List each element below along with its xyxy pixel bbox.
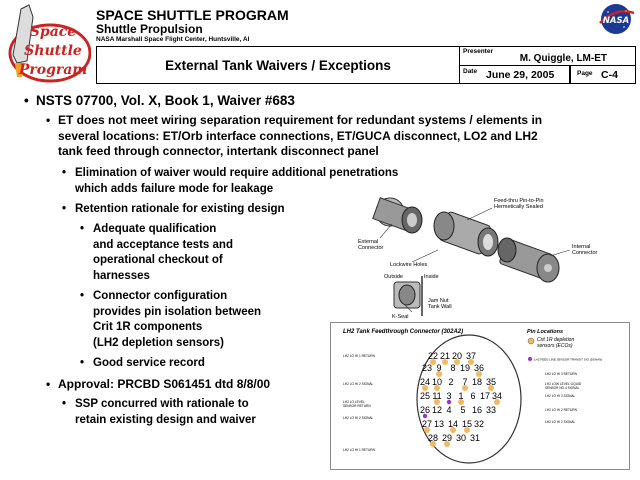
page-label: Page <box>577 70 593 77</box>
label-jam-nut: Jam Nut Tank Wall <box>428 298 452 310</box>
pin-label: 20 <box>451 351 463 361</box>
pin-label: 28 <box>427 433 439 443</box>
date-label: Date <box>463 68 478 75</box>
pin-label: 36 <box>473 363 485 373</box>
et-line-2: several locations: ET/Orb interface connections, ET/GUCA disconnect, LO2 and LH2 <box>58 128 538 143</box>
approval-line: Approval: PRCBD S061451 dtd 8/8/00 <box>58 377 271 391</box>
feedthrough-connector-diagram <box>330 322 630 470</box>
page-number: C-4 <box>601 69 618 81</box>
pin-label: 24 <box>419 377 431 387</box>
retention-rationale: Retention rationale for existing design <box>75 203 285 215</box>
space-shuttle-program-logo <box>3 3 91 85</box>
pin-label: 26 <box>419 405 431 415</box>
et-line-3: tank feed through connector, intertank disconnect panel <box>58 144 379 158</box>
label-lockwire: Lockwire Holes <box>390 262 428 268</box>
presenter-box <box>460 46 636 66</box>
pin-label: 17 <box>479 391 491 401</box>
pin-label: 18 <box>471 377 483 387</box>
connector-line-3: Crit 1R components <box>93 321 203 333</box>
logo-line-2: Shuttle <box>24 43 82 59</box>
pin-label: 33 <box>485 405 497 415</box>
slide-title: External Tank Waivers / Exceptions <box>96 46 460 84</box>
connector-line-1: Connector configuration <box>93 290 228 302</box>
pin-label: 1 <box>458 391 464 401</box>
legend-orange-text: Crit 1R depletion sensors (ECOs) <box>537 337 575 349</box>
label-internal-connector: Internal Connector <box>572 244 598 256</box>
bullet-dot: • <box>62 203 67 215</box>
logo-line-1: Space <box>29 24 77 40</box>
qualification-line-4: harnesses <box>93 269 150 282</box>
right-note: LH2 LO HI 2 SIGNAL <box>545 420 576 424</box>
connector-line-4: (LH2 depletion sensors) <box>93 336 224 349</box>
feed-thru-drawing <box>434 211 498 256</box>
pin-label: 9 <box>436 363 442 373</box>
pin-label: 10 <box>431 377 443 387</box>
legend-orange-swatch <box>528 338 534 344</box>
pin-label: 6 <box>470 391 476 401</box>
et-line-1: ET does not meet wiring separation requirement for redundant systems / elements in <box>58 113 543 127</box>
qualification-line-1: Adequate qualification <box>93 223 217 235</box>
pin-label: 3 <box>446 391 452 401</box>
pin-label: 8 <box>450 363 456 373</box>
external-connector-drawing <box>373 198 422 233</box>
bullet-dot: • <box>62 398 67 410</box>
left-note: LH2 LO LEVEL SENSOR RETURN <box>343 400 371 408</box>
pin-label: 23 <box>421 363 433 373</box>
pin-label: 11 <box>432 391 442 401</box>
label-k-seal: K-Seal <box>392 314 409 320</box>
left-note: LH2 LO HI 2 SIGNAL <box>343 416 374 420</box>
left-note: LH2 LO HI 1 RETURN <box>343 448 375 452</box>
pin-label: 35 <box>485 377 497 387</box>
pin-label: 4 <box>446 405 452 415</box>
pin-label: 2 <box>448 377 454 387</box>
qualification-line-2: and acceptance tests and <box>93 238 233 251</box>
elimination-line-1: Elimination of waiver would require additional penetrations <box>75 167 399 179</box>
tank-wall-connector-drawing <box>394 276 422 316</box>
label-external-connector: External Connector <box>358 239 384 251</box>
center-name: NASA Marshall Space Flight Center, Huntsville, Al <box>96 36 250 43</box>
bullet-dot: • <box>80 290 85 302</box>
connector-exploded-view <box>352 190 628 320</box>
pin-label: 16 <box>471 405 483 415</box>
pin-label: 37 <box>465 351 477 361</box>
pin-label: 29 <box>441 433 453 443</box>
label-inside: Inside <box>424 274 439 280</box>
waiver-heading: NSTS 07700, Vol. X, Book 1, Waiver #683 <box>36 93 295 108</box>
bullet-dot: • <box>80 357 85 369</box>
right-note: LH2 LO HI 3 SIGNAL <box>545 394 576 398</box>
pin-label: 27 <box>421 419 433 429</box>
pin-label: 30 <box>455 433 467 443</box>
program-subtitle: Shuttle Propulsion <box>96 22 203 36</box>
qualification-line-3: operational checkout of <box>93 254 223 266</box>
label-outside: Outside <box>384 274 403 280</box>
pin-label: 25 <box>419 391 431 401</box>
pin-label: 7 <box>462 377 468 387</box>
elimination-line-2: which adds failure mode for leakage <box>75 182 274 195</box>
bullet-dot: • <box>62 167 67 179</box>
pin-label: 34 <box>491 391 503 401</box>
bullet-dot: • <box>80 223 85 235</box>
pin-label: 14 <box>447 419 459 429</box>
pin-label: 31 <box>469 433 481 443</box>
page-box <box>570 66 636 84</box>
bullet-dot: • <box>46 377 51 391</box>
nasa-logo <box>596 3 636 35</box>
logo-line-3: Program <box>18 62 88 78</box>
date-value: June 29, 2005 <box>486 69 555 81</box>
pin-label: 13 <box>433 419 445 429</box>
presenter-label: Presenter <box>463 48 493 55</box>
pin-label: 22 <box>427 351 439 361</box>
legend-title: Pin Locations <box>527 329 564 335</box>
label-feed-thru: Feed-thru Pin-to-Pin Hermetically Sealed <box>494 198 544 210</box>
pin-layout-svg <box>331 323 629 469</box>
date-box <box>460 66 570 84</box>
pin-label: 32 <box>473 419 485 429</box>
legend-purple-swatch <box>528 357 532 361</box>
ssp-line-2: retain existing design and waiver <box>75 413 256 426</box>
left-note: LH2 LO HI 1 RETURN <box>343 354 375 358</box>
right-note: LH2 LO HI 2 RETURN <box>545 408 577 412</box>
bullet-dot: • <box>24 93 29 108</box>
left-note: LH2 LO HI 2 SIGNAL <box>343 382 374 386</box>
pin-label: 12 <box>431 405 443 415</box>
right-note: LH2 LOW LEVEL LIQUID SENSOR NO.4 SIGNAL <box>545 382 582 390</box>
legend-purple-text: LH2 FEED LINE SENSOR TRANSIT SIG (DSNAN) <box>534 357 603 362</box>
program-title: SPACE SHUTTLE PROGRAM <box>96 7 289 23</box>
ssp-line-1: SSP concurred with rationale to <box>75 398 249 410</box>
presenter-name: M. Quiggle, LM-ET <box>519 53 607 64</box>
nasa-logo-text: NASA <box>602 16 630 26</box>
bullet-dot: • <box>46 113 51 127</box>
internal-connector-drawing <box>498 238 559 282</box>
diagram-title: LH2 Tank Feedthrough Connector (302A2) <box>343 329 464 335</box>
connector-line-2: provides pin isolation between <box>93 305 262 318</box>
pin-label: 21 <box>439 351 451 361</box>
pin-label: 5 <box>460 405 466 415</box>
service-record: Good service record <box>93 357 205 369</box>
pin-label: 19 <box>459 363 471 373</box>
right-note: LH2 LO HI 3 RETURN <box>545 372 577 376</box>
pin-label: 15 <box>461 419 473 429</box>
